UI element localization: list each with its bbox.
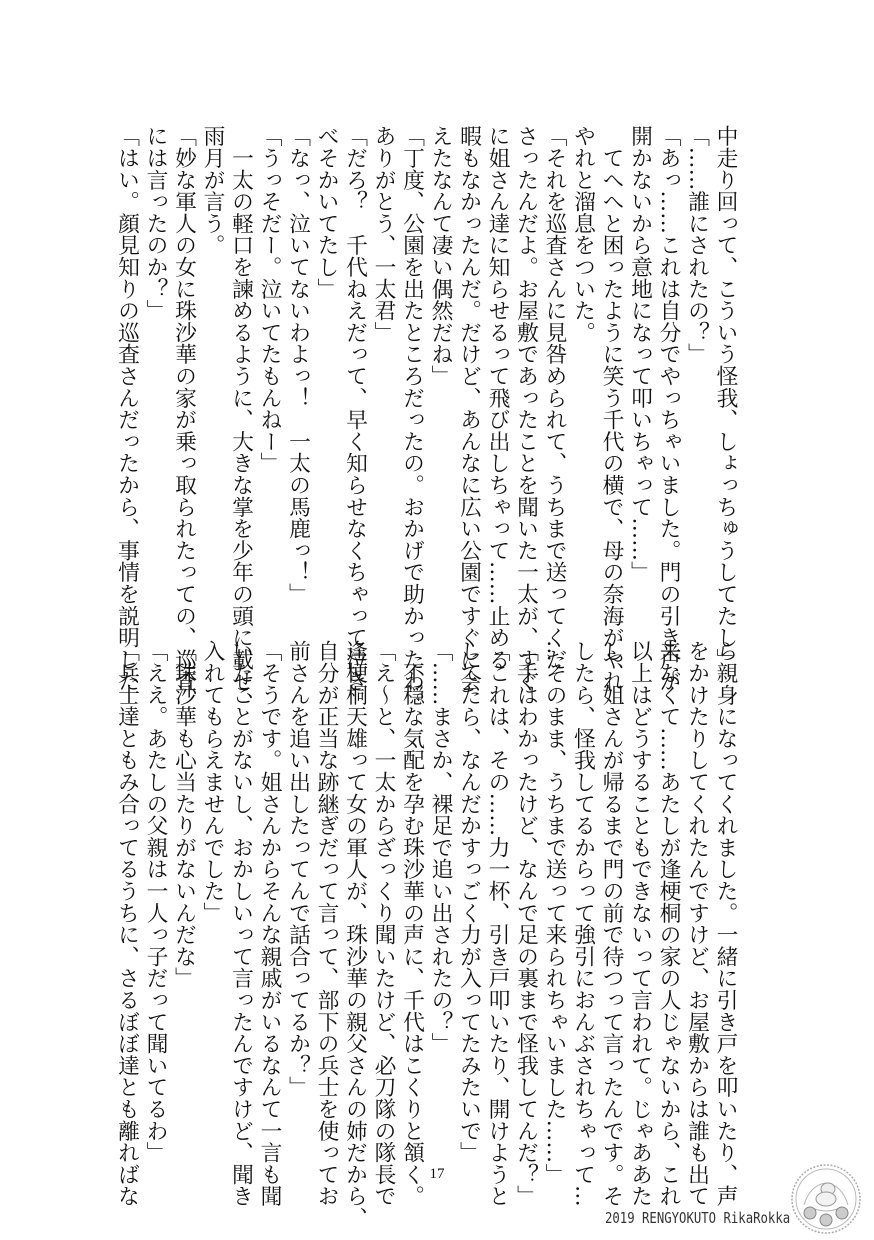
text-column: 「これは、その……力一杯、引き戸叩いたり、開けようと bbox=[485, 640, 510, 1207]
copyright-credit: 2019 RENGYOKUTO RikaRokka bbox=[605, 1209, 791, 1227]
text-column: べそかいてたし」 bbox=[314, 125, 339, 300]
text-column: 来なくて……あたしが逢梗桐の家の人じゃないから、これ bbox=[656, 640, 681, 1207]
text-column: ありがとう、一太君」 bbox=[371, 125, 396, 343]
text-column: 「兵士達ともみ合ってるうちに、さるぼぼ達とも離ればな bbox=[114, 640, 140, 1207]
text-column: えたなんて凄い偶然だね」 bbox=[428, 125, 453, 387]
text-column: 「ええ。あたしの父親は一人っ子だって聞いてるわ」 bbox=[143, 640, 168, 1164]
page-number: 17 bbox=[429, 1166, 445, 1182]
text-column: 「手はわかったけど、なんで足の裏まで怪我してんだ？」 bbox=[513, 640, 539, 1207]
text-column: 「だろ？ 千代ねえだって、早く知らせなくちゃって泣き bbox=[342, 125, 368, 692]
text-column: 暇もなかったんだ。だけど、あんなに広い公園ですぐに会 bbox=[456, 125, 482, 692]
text-column: 「なっ、泣いてないわよっ！ 一太の馬鹿っ！」 bbox=[285, 125, 311, 605]
text-column: 「……まさか、裸足で追い出されたの？」 bbox=[428, 640, 453, 1055]
text-column: やれと溜息をついた。 bbox=[570, 125, 596, 343]
text-column: 「それを巡査さんに見咎められて、うちまで送ってくだ bbox=[542, 125, 567, 670]
text-column: 「そうです。姐さんからそんな親戚がいるなんて一言も聞 bbox=[257, 640, 282, 1207]
circle-logo-seal-icon bbox=[790, 1163, 862, 1235]
text-column: をかけたりしてくれたんですけど、お屋敷からは誰も出て bbox=[684, 640, 710, 1207]
text-column: てへへと困ったように笑う千代の横で、母の奈海がやれ bbox=[599, 125, 624, 692]
text-column: 雨月が言う。 bbox=[200, 125, 225, 256]
text-column: 中走り回って、こういう怪我、しょっちゅうしてたし」 bbox=[713, 125, 738, 670]
text-column: 以上はどうすることもできないって言われて。じゃああた bbox=[627, 640, 653, 1207]
text-column: してたら、なんだかすっごく力が入ってたみたいで」 bbox=[456, 640, 482, 1164]
text-column: 「珠沙華も心当たりがないんだな」 bbox=[171, 640, 197, 989]
text-column: 開かないから意地になって叩いちゃって……」 bbox=[627, 125, 653, 583]
text-column: 「丁度、公園を出たところだったの。おかげで助かったわ。 bbox=[399, 125, 425, 714]
text-column: 不穏な気配を孕む珠沙華の声に、千代はこくりと頷く。 bbox=[399, 640, 425, 1207]
text-column: に姐さん達に知らせるって飛び出しちゃって……止める bbox=[485, 125, 510, 670]
text-column: 前さんを追い出したってんで話合ってるか？」 bbox=[285, 640, 311, 1098]
text-column: 「はい。顔見知りの巡査さんだったから、事情を説明した bbox=[114, 125, 140, 692]
text-column: 「え～と、一太からざっくり聞いたけど、必刀隊の隊長で bbox=[371, 640, 396, 1207]
text-column: さったんだよ。お屋敷であったことを聞いた一太が、すぐ bbox=[513, 125, 539, 692]
text-column: …そのまま、うちまで送って来られちゃいました……」 bbox=[542, 640, 567, 1185]
text-column: には言ったのか？」 bbox=[143, 125, 168, 322]
text-column: 「……誰にされたの？」 bbox=[684, 125, 710, 365]
text-column: し、姐さんが帰るまで門の前で待つって言ったんです。そ bbox=[599, 640, 624, 1207]
text-column: ら親身になってくれました。一緒に引き戸を叩いたり、声 bbox=[713, 640, 738, 1207]
text-column: 入れてもらえませんでした」 bbox=[200, 640, 225, 924]
text-column: 一太の軽口を諫めるように、大きな掌を少年の頭に載せ、 bbox=[228, 125, 254, 714]
text-column: 逢梗桐天雄って女の軍人が、珠沙華の親父さんの姉だから、 bbox=[342, 640, 368, 1229]
text-column: 「あっ……これは自分でやっちゃいました。門の引き戸が bbox=[656, 125, 681, 692]
upper-text-block bbox=[111, 125, 739, 714]
text-column: 自分が正当な跡継ぎだって言って、部下の兵士を使ってお bbox=[314, 640, 339, 1207]
text-column: いたことがないし、おかしいって言ったんですけど、聞き bbox=[228, 640, 254, 1207]
text-column: したら、怪我してるからって強引におんぶされちゃって… bbox=[570, 640, 596, 1207]
text-column: 「妙な軍人の女に珠沙華の家が乗っ取られたっての、巡査 bbox=[171, 125, 197, 692]
text-column: 「うっそだー。泣いてたもんねー」 bbox=[257, 125, 282, 474]
